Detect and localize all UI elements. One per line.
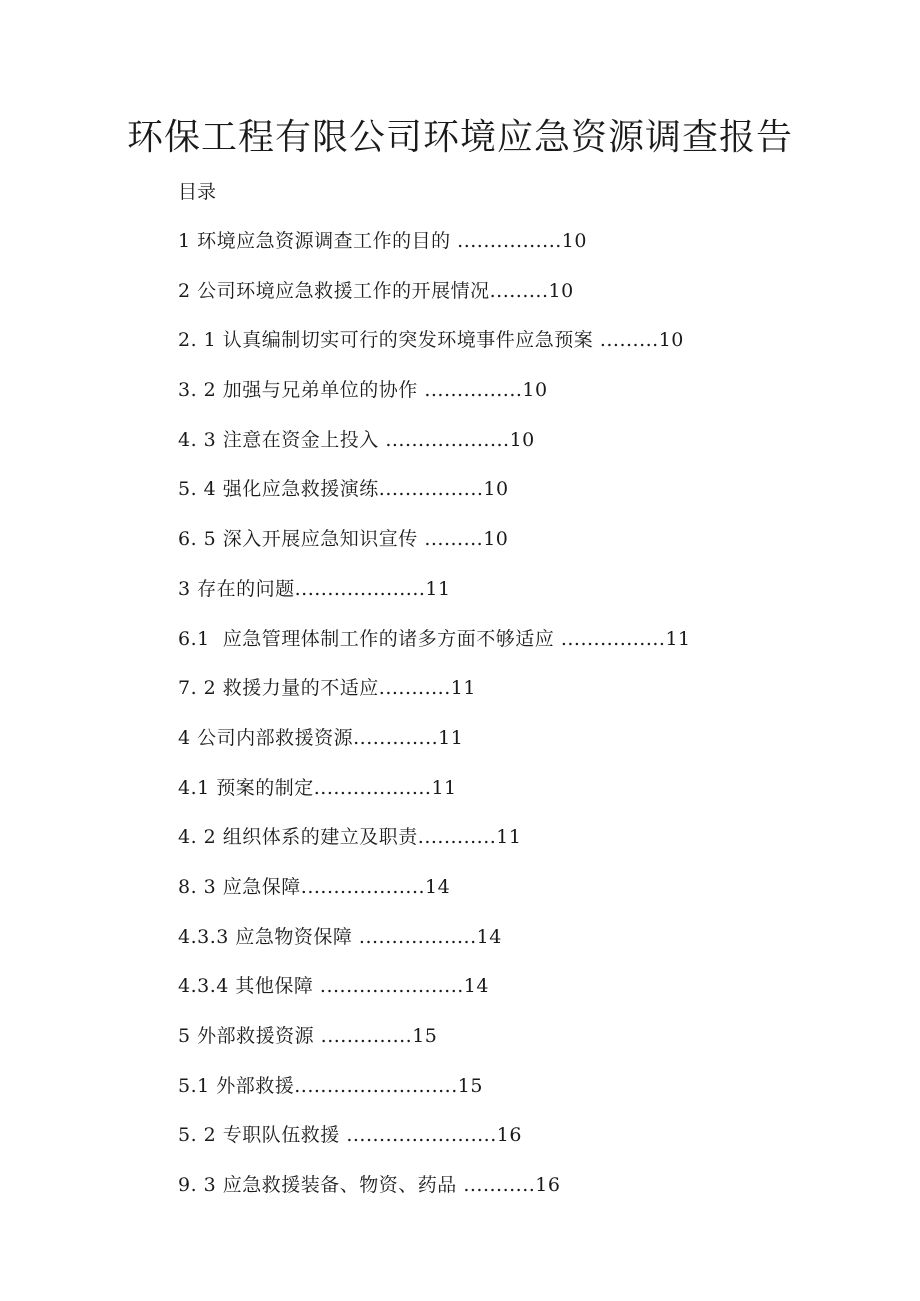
toc-entry-text: 4 公司内部救援资源.............11 xyxy=(178,726,464,749)
toc-entry-text: 6.1 应急管理体制工作的诸多方面不够适应 ................11 xyxy=(178,627,691,650)
toc-entry[interactable] xyxy=(178,426,691,476)
toc-entry[interactable] xyxy=(178,724,691,774)
toc-entry[interactable] xyxy=(178,575,691,625)
toc-entry[interactable] xyxy=(178,376,691,426)
toc-entry-text: 3. 2 加强与兄弟单位的协作 ...............10 xyxy=(178,379,548,402)
toc-entry-text: 1 环境应急资源调查工作的目的 ................10 xyxy=(178,230,587,252)
toc-entry-text: 8. 3 应急保障...................14 xyxy=(178,875,451,898)
toc-entry-text: 4.3.3 应急物资保障 ..................14 xyxy=(178,925,502,948)
toc-entry[interactable] xyxy=(178,326,691,376)
toc-heading: 目录 xyxy=(178,181,217,203)
toc-entry[interactable] xyxy=(178,227,691,277)
toc-entry-text: 6. 5 深入开展应急知识宣传 .........10 xyxy=(178,528,509,551)
toc-entry-text: 5. 4 强化应急救援演练................10 xyxy=(178,478,509,501)
toc-entry-text: 3 存在的问题....................11 xyxy=(178,577,451,600)
toc-entry[interactable] xyxy=(178,1121,691,1171)
toc-entry[interactable] xyxy=(178,972,691,1022)
toc-entry[interactable] xyxy=(178,1022,691,1072)
toc-entry-text: 5.1 外部救援.........................15 xyxy=(178,1074,483,1097)
table-of-contents xyxy=(178,227,691,1221)
toc-entry[interactable] xyxy=(178,873,691,923)
toc-entry-text: 2. 1 认真编制切实可行的突发环境事件应急预案 .........10 xyxy=(178,329,684,352)
toc-entry[interactable] xyxy=(178,1072,691,1122)
toc-entry[interactable] xyxy=(178,1171,691,1221)
toc-entry[interactable] xyxy=(178,823,691,873)
toc-entry[interactable] xyxy=(178,923,691,973)
toc-entry-text: 5. 2 专职队伍救援 .......................16 xyxy=(178,1124,522,1147)
toc-entry[interactable] xyxy=(178,625,691,675)
toc-entry-text: 2 公司环境应急救援工作的开展情况.........10 xyxy=(178,279,574,302)
toc-entry[interactable] xyxy=(178,277,691,327)
toc-entry-text: 4.1 预案的制定..................11 xyxy=(178,776,457,799)
toc-entry-text: 4.3.4 其他保障 ......................14 xyxy=(178,975,489,998)
toc-entry-text: 4. 3 注意在资金上投入 ...................10 xyxy=(178,428,535,451)
toc-entry-text: 5 外部救援资源 ..............15 xyxy=(178,1025,438,1047)
toc-entry[interactable] xyxy=(178,774,691,824)
toc-entry-text: 9. 3 应急救援装备、物资、药品 ...........16 xyxy=(178,1174,561,1197)
toc-entry[interactable] xyxy=(178,475,691,525)
toc-entry-text: 4. 2 组织体系的建立及职责............11 xyxy=(178,826,522,849)
toc-entry-text: 7. 2 救援力量的不适应...........11 xyxy=(178,677,476,700)
toc-entry[interactable] xyxy=(178,525,691,575)
toc-entry[interactable] xyxy=(178,674,691,724)
document-title: 环保工程有限公司环境应急资源调查报告 xyxy=(126,117,793,158)
